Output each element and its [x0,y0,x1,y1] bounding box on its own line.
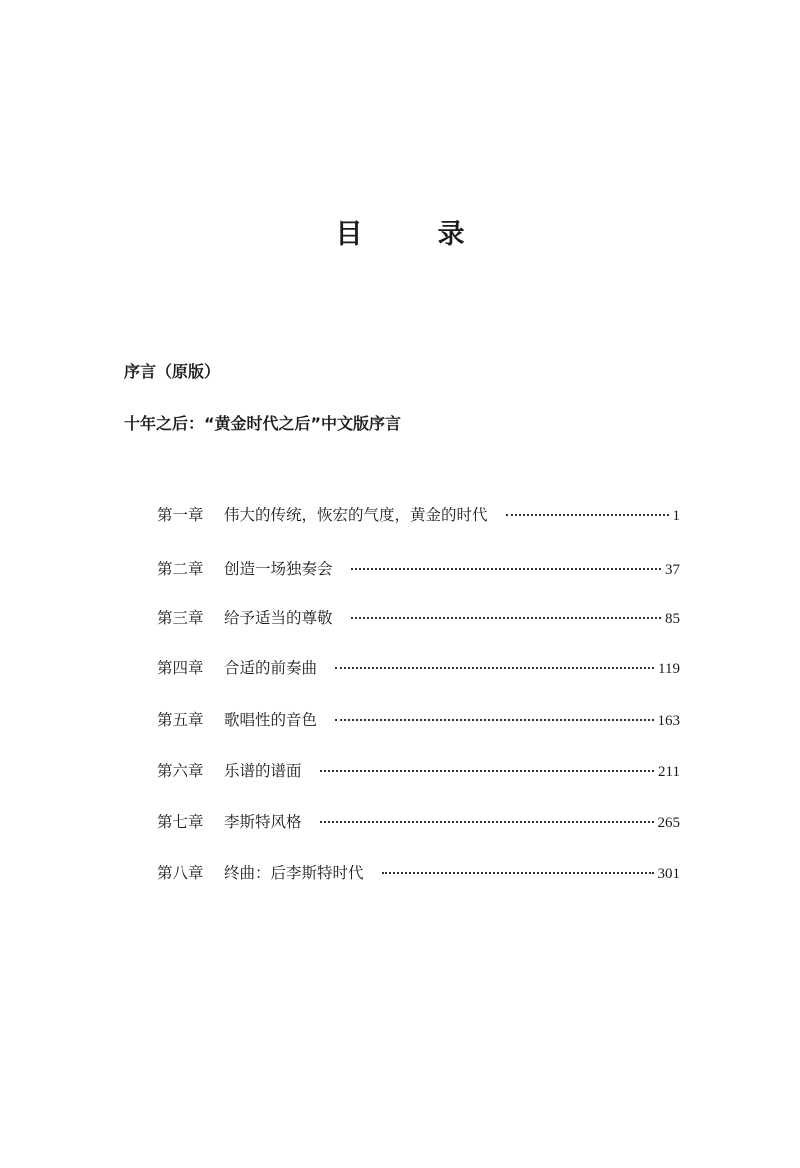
chapter-number: 第三章 [157,609,204,627]
chapter-number: 第六章 [157,762,204,780]
chapter-title: 伟大的传统，恢宏的气度，黄金的时代 [224,506,488,524]
toc-entry-chapter-6[interactable] [157,759,680,781]
page-number: 37 [665,562,680,578]
toc-entry-chapter-1[interactable] [157,503,680,525]
chapter-number: 第一章 [157,506,204,524]
page-number: 211 [658,764,680,780]
toc-entry-chapter-2[interactable] [157,557,680,579]
chapter-number: 第二章 [157,560,204,578]
dot-leader [335,667,654,669]
chapter-title: 给予适当的尊敬 [224,609,333,627]
page-number: 85 [665,611,680,627]
dot-leader [320,770,655,772]
toc-entry-chapter-8[interactable] [157,861,680,883]
toc-entry-chapter-4[interactable] [157,656,680,678]
toc-entry-chapter-3[interactable] [157,606,680,628]
toc-entry-chapter-7[interactable] [157,810,680,832]
page-number: 265 [657,815,680,831]
chapter-title: 合适的前奏曲 [224,659,318,677]
chapter-title: 李斯特风格 [224,813,302,831]
dot-leader [351,568,661,570]
chinese-preface-entry[interactable]: 十年之后：“黄金时代之后”中文版序言 [124,414,402,433]
chapter-number: 第八章 [157,864,204,882]
dot-leader [506,514,669,516]
chapter-title: 乐谱的谱面 [224,762,302,780]
chapter-number: 第七章 [157,813,204,831]
chapter-number: 第四章 [157,659,204,677]
dot-leader [335,719,653,721]
page-number: 119 [658,661,680,677]
chapter-title: 终曲：后李斯特时代 [224,864,364,882]
page-number: 163 [657,713,680,729]
toc-entry-chapter-5[interactable] [157,708,680,730]
dot-leader [351,617,661,619]
chapter-title: 歌唱性的音色 [224,711,318,729]
page-number: 301 [657,866,680,882]
dot-leader [320,821,654,823]
preface-entry[interactable]: 序言（原版） [124,362,221,381]
chapter-title: 创造一场独奏会 [224,560,333,578]
page-number: 1 [672,508,680,524]
page-title: 目 录 [335,219,489,250]
dot-leader [382,872,654,874]
chapter-number: 第五章 [157,711,204,729]
